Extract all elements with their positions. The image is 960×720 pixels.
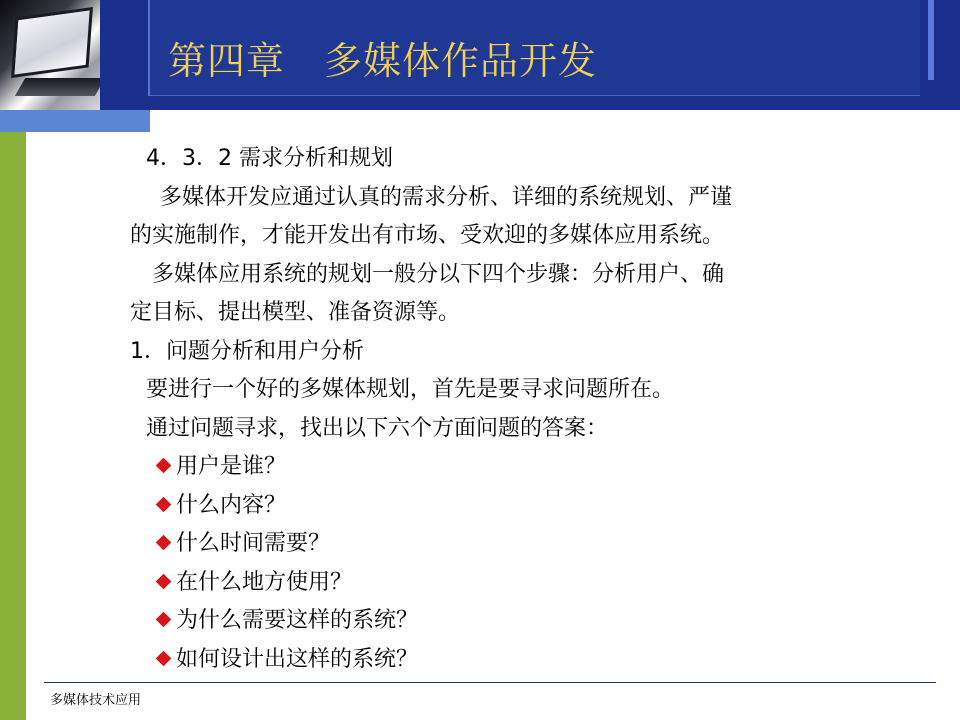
footer-text: 多媒体技术应用 bbox=[50, 693, 142, 708]
paragraph-line: 的实施制作，才能开发出有市场、受欢迎的多媒体应用系统。 bbox=[130, 223, 725, 248]
list-item-text: 用户是谁？ bbox=[176, 454, 287, 479]
diamond-bullet-icon bbox=[156, 458, 172, 474]
paragraph-line: 定目标、提出模型、准备资源等。 bbox=[130, 300, 461, 325]
diamond-bullet-icon bbox=[156, 573, 172, 589]
diamond-bullet-icon bbox=[156, 535, 172, 551]
list-item-text: 什么时间需要？ bbox=[176, 531, 331, 556]
diamond-bullet-icon bbox=[156, 496, 172, 512]
diamond-bullet-icon bbox=[156, 650, 172, 666]
paragraph-line: 多媒体应用系统的规划一般分以下四个步骤：分析用户、确 bbox=[152, 261, 725, 287]
title-panel bbox=[148, 0, 920, 96]
monitor-base-shape bbox=[15, 78, 100, 96]
paragraph-line: 通过问题寻求，找出以下六个方面问题的答案： bbox=[146, 415, 609, 441]
paragraph-line: 多媒体开发应通过认真的需求分析、详细的系统规划、严谨 bbox=[160, 184, 733, 210]
diamond-bullet-icon bbox=[156, 612, 172, 628]
list-item bbox=[130, 487, 890, 526]
list-item bbox=[130, 602, 890, 641]
section-heading: 4．3．2 需求分析和规划 bbox=[146, 146, 393, 171]
list-item bbox=[130, 448, 890, 487]
list-item bbox=[130, 564, 890, 603]
list-item-text: 什么内容？ bbox=[176, 492, 287, 518]
paragraph-line: 要进行一个好的多媒体规划，首先是要寻求问题所在。 bbox=[146, 377, 675, 402]
footer-divider bbox=[44, 682, 936, 683]
slide-content bbox=[130, 140, 890, 679]
computer-monitor-image bbox=[0, 0, 100, 110]
list-item bbox=[130, 525, 890, 564]
monitor-screen-shape bbox=[11, 7, 93, 78]
left-accent-bar bbox=[0, 132, 26, 720]
header-accent-line bbox=[928, 0, 934, 80]
subheading: 1．问题分析和用户分析 bbox=[130, 338, 364, 364]
list-item-text: 如何设计出这样的系统？ bbox=[176, 646, 419, 672]
list-item-text: 在什么地方使用？ bbox=[176, 569, 353, 595]
header-stripe bbox=[0, 110, 150, 132]
list-item bbox=[130, 641, 890, 680]
list-item-text: 为什么需要这样的系统？ bbox=[176, 608, 419, 633]
page-title: 第四章 多媒体作品开发 bbox=[168, 39, 598, 83]
